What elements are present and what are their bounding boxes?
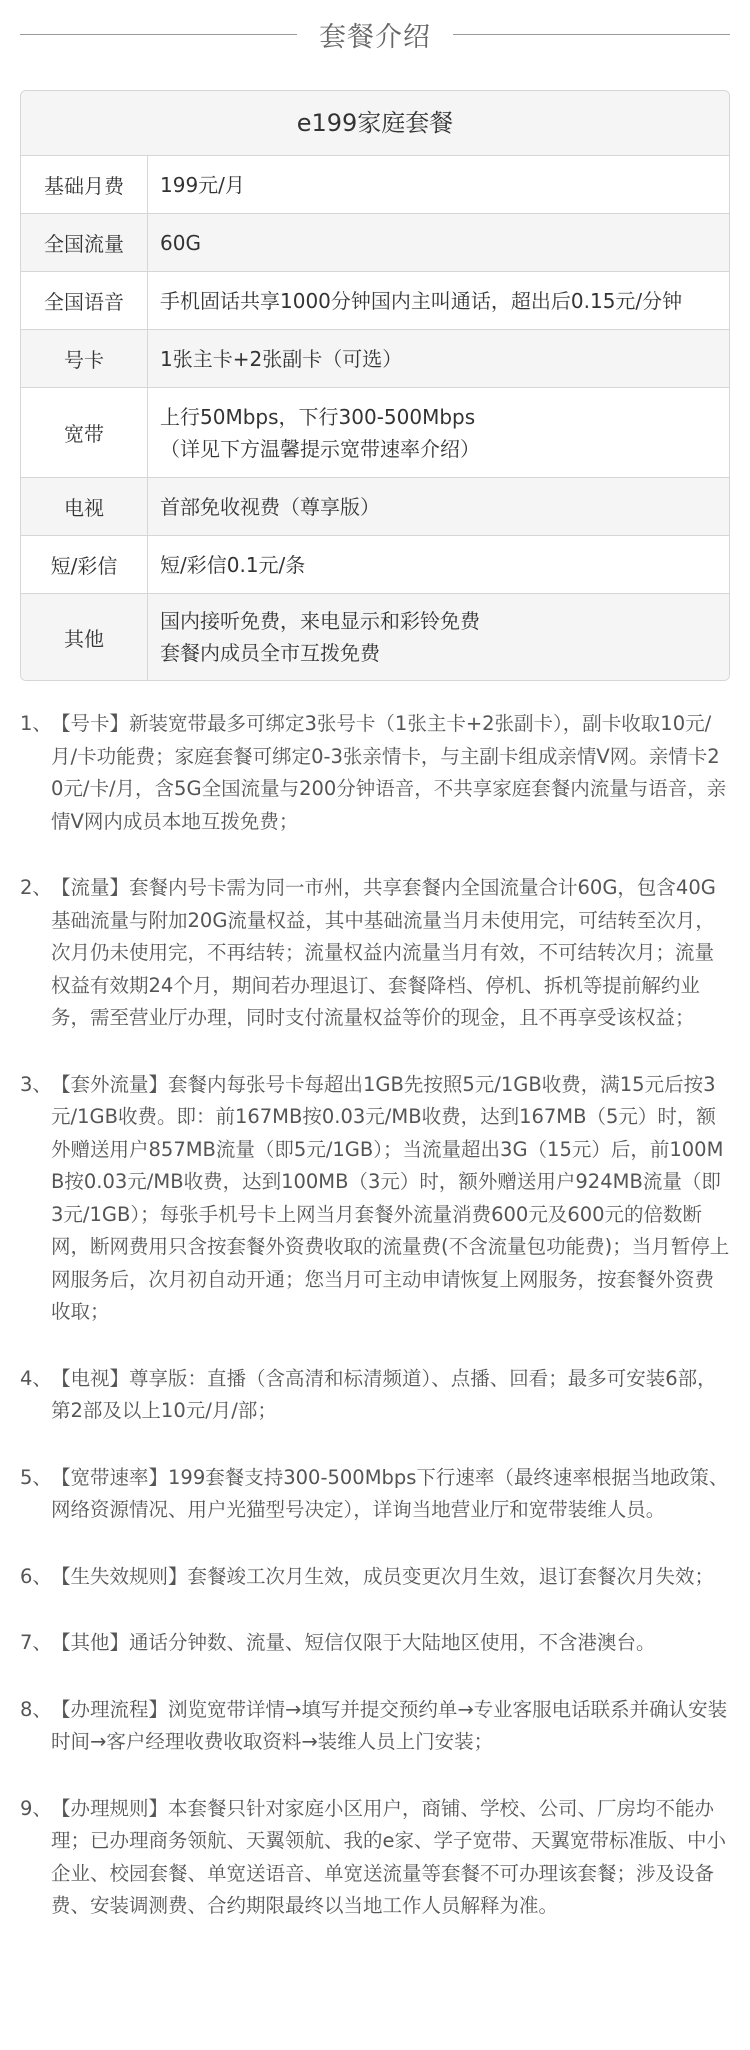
row-label: 号卡 bbox=[21, 330, 148, 387]
row-value-line: 短/彩信0.1元/条 bbox=[160, 552, 306, 577]
note-text: 【号卡】新装宽带最多可绑定3张号卡（1张主卡+2张副卡），副卡收取10元/月/卡功能费；家庭套餐可绑定0-3张亲情卡，与主副卡组成亲情V网。亲情卡20元/卡/月，含5G全国流量与200分钟语音，不共享家庭套餐内流量与语音，亲情V网内成员本地互拨免费； bbox=[51, 712, 727, 833]
row-label: 其他 bbox=[21, 594, 148, 680]
row-label: 电视 bbox=[21, 478, 148, 535]
note-text: 【办理流程】浏览宽带详情→填写并提交预约单→专业客服电话联系并确认安装时间→客户经理收费收取资料→装维人员上门安装； bbox=[51, 1697, 728, 1753]
section-header bbox=[20, 10, 730, 58]
row-label: 短/彩信 bbox=[21, 536, 148, 593]
row-value-line: 1张主卡+2张副卡（可选） bbox=[160, 346, 403, 371]
row-value bbox=[148, 156, 729, 213]
note-item bbox=[20, 1363, 732, 1428]
row-monthly-fee bbox=[21, 156, 729, 214]
section-title: 套餐介绍 bbox=[319, 21, 431, 53]
note-number: 7、 bbox=[20, 1631, 52, 1654]
note-item bbox=[20, 1694, 732, 1759]
note-number: 4、 bbox=[20, 1366, 52, 1390]
row-value bbox=[148, 214, 729, 271]
row-value-line: 套餐内成员全市互拨免费 bbox=[160, 641, 380, 665]
note-item bbox=[20, 1793, 732, 1923]
row-value-line: 国内接听免费，来电显示和彩铃免费 bbox=[160, 609, 480, 633]
note-number: 8、 bbox=[20, 1697, 52, 1721]
note-number: 5、 bbox=[20, 1465, 52, 1489]
note-number: 6、 bbox=[20, 1564, 52, 1588]
note-text: 【流量】套餐内号卡需为同一市州，共享套餐内全国流量合计60G，包含40G基础流量与附加20G流量权益，其中基础流量当月未使用完，可结转至次月，次月仍未使用完，不再结转；流量权益内流量当月有效，不可结转次月；流量权益有效期24个月，期间若办理退订、套餐降档、停机、拆机等提前解约业务，需至营业厅办理，同时支付流量权益等价的现金，且不再享受该权益； bbox=[51, 876, 716, 1029]
note-text: 【办理规则】本套餐只针对家庭小区用户，商铺、学校、公司、厂房均不能办理；已办理商务领航、天翼领航、我的e家、学子宽带、天翼宽带标准版、中小企业、校园套餐、单宽送语音、单宽送流量等套餐不可办理该套餐；涉及设备费、安装调测费、合约期限最终以当地工作人员解释为准。 bbox=[51, 1796, 726, 1917]
note-text: 【电视】尊享版：直播（含高清和标清频道）、点播、回看；最多可安装6部，第2部及以上10元/月/部； bbox=[51, 1366, 717, 1422]
row-value-line: 60G bbox=[160, 230, 201, 255]
note-item bbox=[20, 1627, 732, 1660]
row-value bbox=[148, 594, 729, 680]
row-broadband bbox=[21, 388, 729, 478]
row-value bbox=[148, 388, 729, 477]
row-label: 全国流量 bbox=[21, 214, 148, 271]
row-label: 宽带 bbox=[21, 388, 148, 477]
row-value bbox=[148, 478, 729, 535]
row-sms bbox=[21, 536, 729, 594]
row-label: 全国语音 bbox=[21, 272, 148, 329]
row-data bbox=[21, 214, 729, 272]
note-item bbox=[20, 1561, 732, 1594]
note-item bbox=[20, 1069, 732, 1329]
note-number: 3、 bbox=[20, 1072, 52, 1096]
row-other bbox=[21, 594, 729, 680]
plan-name: e199家庭套餐 bbox=[21, 91, 729, 156]
row-tv bbox=[21, 478, 729, 536]
note-item bbox=[20, 1462, 732, 1527]
header-left-rule bbox=[20, 34, 297, 35]
note-text: 【宽带速率】199套餐支持300-500Mbps下行速率（最终速率根据当地政策、网络资源情况、用户光猫型号决定），详询当地营业厅和宽带装维人员。 bbox=[51, 1465, 729, 1521]
note-number: 9、 bbox=[20, 1796, 52, 1820]
row-value-line: 199元/月 bbox=[160, 172, 245, 197]
note-item bbox=[20, 708, 732, 838]
note-text: 【生失效规则】套餐竣工次月生效，成员变更次月生效，退订套餐次月失效； bbox=[51, 1564, 715, 1588]
note-text: 【其他】通话分钟数、流量、短信仅限于大陆地区使用，不含港澳台。 bbox=[51, 1631, 656, 1654]
row-sim-cards bbox=[21, 330, 729, 388]
row-value-line: 手机固话共享1000分钟国内主叫通话，超出后0.15元/分钟 bbox=[160, 288, 683, 313]
note-number: 1、 bbox=[20, 712, 52, 735]
row-value bbox=[148, 272, 729, 329]
note-text: 【套外流量】套餐内每张号卡每超出1GB先按照5元/1GB收费，满15元后按3元/1GB收费。即：前167MB按0.03元/MB收费，达到167MB（5元）时，额外赠送用户857MB流量（即5元/1GB）；当流量超出3G（15元）后，前100MB按0.03元/MB收费，达到100MB（3元）时，额外赠送用户924MB流量（即3元/1GB）；每张手机号卡上网当月套餐外流量消费600元及600元的倍数断网，断网费用只含按套餐外资费收取的流量费(不含流量包功能费)；当月暂停上网服务后，次月初自动开通；您当月可主动申请恢复上网服务，按套餐外资费收取； bbox=[51, 1072, 730, 1323]
note-number: 2、 bbox=[20, 876, 52, 899]
plan-table bbox=[20, 90, 730, 681]
row-value bbox=[148, 330, 729, 387]
row-value bbox=[148, 536, 729, 593]
note-item bbox=[20, 872, 732, 1035]
row-value-line: （详见下方温馨提示宽带速率介绍） bbox=[160, 436, 480, 461]
row-value-line: 首部免收视费（尊享版） bbox=[160, 494, 380, 519]
notes-list bbox=[20, 708, 732, 1957]
header-right-rule bbox=[453, 34, 730, 35]
row-value-line: 上行50Mbps，下行300-500Mbps bbox=[160, 404, 476, 429]
row-label: 基础月费 bbox=[21, 156, 148, 213]
row-voice bbox=[21, 272, 729, 330]
